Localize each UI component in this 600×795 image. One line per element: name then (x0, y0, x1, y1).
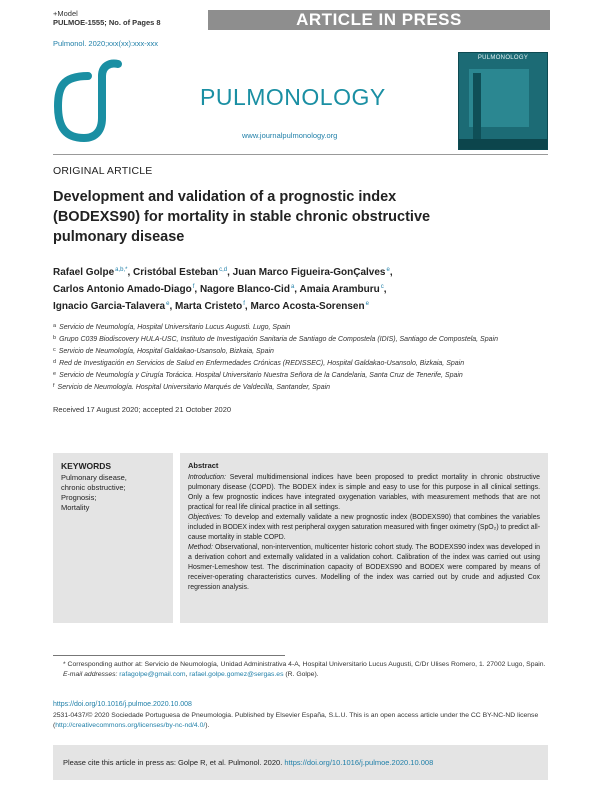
license-text: 2531-0437/© 2020 Sociedade Portuguesa de Pneumologia. Published by Elsevier España, S.L.U. This is an open access article under the CC BY-NC-ND license (http://creativecommons.org/licenses/by-nc-nd/4.0/). (53, 712, 539, 729)
journal-cover-image (458, 52, 548, 150)
page-count: No. of Pages 8 (108, 18, 161, 27)
author: Rafael Golpe$^{a,b,*}$, (53, 267, 134, 278)
affiliation-item: $^d$ Red de Investigación en Servicios de Salud en Enfermedades Crónicas (REDISSEC), Hospital Galdakao-Usansolo, Bizkaia, Spain (53, 359, 465, 367)
keyword-item: Pulmonary disease, (61, 473, 127, 482)
received-dates: Received 17 August 2020; accepted 21 October 2020 (53, 405, 232, 414)
affiliation-item: $^c$ Servicio de Neumología, Hospital Galdakao-Usansolo, Bizkaia, Spain (53, 347, 274, 355)
affiliation-item: $^a$ Servicio de Neumología, Hospital Universitario Lucus Augusti. Lugo, Spain (53, 323, 291, 331)
license-link[interactable]: http://creativecommons.org/licenses/by-nc-nd/4.0/ (55, 722, 206, 729)
author: Marco Acosta-Sorensen$^e$ (250, 301, 369, 312)
author-list (53, 263, 553, 314)
affiliation-item: $^f$ Servicio de Neumología. Hospital Universitario Marqués de Valdecilla, Santander, Spain (53, 383, 331, 391)
citation-line[interactable]: Pulmonol. 2020;xxx(xx):xxx-xxx (53, 39, 159, 48)
abstract-heading: Abstract (188, 461, 219, 470)
author: Cristóbal Esteban$^{c,d}$, (133, 267, 233, 278)
affiliation-item: $^e$ Servicio de Neumología y Cirugía Torácica. Hospital Universitario Nuestra Señora de la Candelaria, Santa Cruz de Tenerife, Spain (53, 371, 463, 379)
article-title: Development and validation of a prognostic index (BODEXS90) for mortality in stable chronic obstructive pulmonary disease (53, 189, 431, 245)
author: Carlos Antonio Amado-Diago$^f$, (53, 284, 200, 295)
author: Juan Marco Figueira-GonÇalves$^e$, (232, 267, 393, 278)
journal-code: PULMOE-1555; (53, 18, 107, 27)
cover-footer (459, 139, 547, 149)
abstract-box (180, 453, 548, 623)
email-link[interactable]: rafagolpe@gmail.com (119, 671, 186, 678)
author: Marta Cristeto$^f$, (175, 301, 251, 312)
abstract-objectives: Objectives: To develop and externally validate a new prognostic index (BODEXS90) that combines the variables included in BODEX index with rest peripheral oxygen saturation measured with finger oximetry (SpO₂) to predict all-cause mortality in stable COPD. (188, 514, 540, 541)
journal-url-link[interactable]: www.journalpulmonology.org (242, 131, 338, 140)
cite-this-box: Please cite this article in press as: Golpe R, et al. Pulmonol. 2020. https://doi.org/10.1016/j.pulmoe.2020.10.008 (53, 745, 548, 780)
keyword-item: Prognosis; (61, 493, 97, 502)
abstract-introduction: Introduction: Several multidimensional indices have been proposed to predict mortality in chronic obstructive pulmonary disease (COPD). The BODEX index is simple and easy to use for this purpose in all clinical settings. Only a few prognostic indices have integrated oxygenation variables, with measurement methods that are not practical for real life clinical practice in all settings. (188, 474, 540, 511)
keyword-item: Mortality (61, 503, 90, 512)
email-link[interactable]: rafael.golpe.gomez@sergas.es (189, 671, 284, 678)
email-addresses: E-mail addresses: rafagolpe@gmail.com, rafael.golpe.gomez@sergas.es (R. Golpe). (63, 671, 319, 678)
author: Amaia Aramburu$^c$, (299, 284, 387, 295)
author: Nagore Blanco-Cid$^a$, (199, 284, 300, 295)
affiliations (53, 321, 548, 393)
doi-link[interactable]: https://doi.org/10.1016/j.pulmoe.2020.10.008 (53, 701, 192, 708)
journal-info-line (53, 18, 161, 27)
model-info (53, 9, 161, 27)
top-header (0, 0, 600, 32)
model-label: +Model (53, 9, 78, 18)
keywords-box (53, 453, 173, 623)
article-in-press-banner: ARTICLE IN PRESS (208, 10, 550, 30)
journal-name: PULMONOLOGY (200, 84, 386, 110)
cite-doi-link[interactable]: https://doi.org/10.1016/j.pulmoe.2020.10.008 (284, 758, 434, 767)
cover-title: PULMONOLOGY (477, 55, 529, 61)
corresponding-footnote (53, 660, 548, 680)
header-divider (53, 154, 548, 155)
footnote-divider (53, 655, 285, 656)
keyword-item: chronic obstructive; (61, 483, 126, 492)
corresponding-author: * Corresponding author at: Servicio de Neumología, Unidad Administrativa 4-A, Hospital Universitario Lucus Augusti, C/Dr Ulises Romero, 1. 27002 Lugo, Spain. (63, 661, 546, 668)
keywords-heading: KEYWORDS (61, 461, 112, 471)
cover-graphic-stripe (473, 73, 481, 141)
article-type: ORIGINAL ARTICLE (53, 165, 153, 177)
journal-logo-icon (52, 56, 132, 146)
affiliation-item: $^b$ Grupo C039 Biodiscovery HULA-USC, Instituto de Investigación Sanitaria de Santiago de Compostela (IDIS), Santiago de Compostela, Spain (53, 335, 498, 343)
author: Ignacio Garcia-Talavera$^e$, (53, 301, 175, 312)
abstract-method: Method: Observational, non-intervention, multicenter historic cohort study. The BODEXS90 index was developed in a derivation cohort and externally validated in a validation cohort. Calibration of the index was carried out using Hosmer-Lemeshow test. The discrimination capacity of BODEXS90 and BODEX were compared by means of receiver-operating characteristics curves. Modelling of the index was carried out by crude and adjusted Cox regression analysis. (188, 544, 540, 591)
